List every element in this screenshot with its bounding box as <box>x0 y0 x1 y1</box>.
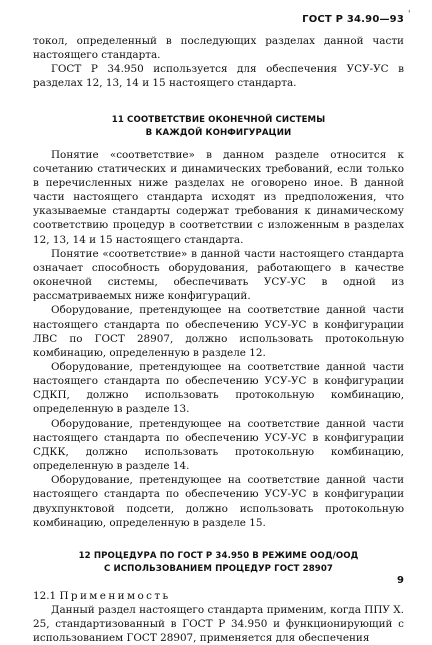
paragraph: Оборудование, претендующее на соответствие данной части настоящего стандарта по обеспечению УСУ-УС в конфигурации ЛВС по ГОСТ 28907, должно использовать протокольную комбинацию, определенную в разделе 12. <box>33 304 404 359</box>
paragraph: Понятие «соответствие» в данном разделе относится к сочетанию статических и динамических требований, если только в перечисленных ниже разделах не оговорено иное. В данной части настоящего стандарта исходят из предположения, что указываемые стандарты содержат требования к динамическому соответствию процедур в соответствии с изложенным в разделах 12, 13, 14 и 15 настоящего стандарта. <box>33 148 404 246</box>
paragraph: Оборудование, претендующее на соответствие данной части настоящего стандарта по обеспечению УСУ-УС в конфигурации СДКП, должно использовать протокольную комбинацию, определенную в разделе 13. <box>33 360 404 416</box>
subsection-heading <box>33 589 404 603</box>
subsection-title: Применимость <box>59 589 171 602</box>
heading-line: 12 ПРОЦЕДУРА ПО ГОСТ Р 34.950 В РЕЖИМЕ ООД/ООД <box>78 550 359 561</box>
heading-line: В КАЖДОЙ КОНФИГУРАЦИИ <box>145 127 292 138</box>
section-heading-11 <box>33 114 404 140</box>
paragraph: Оборудование, претендующее на соответствие данной части настоящего стандарта по обеспечению УСУ-УС в конфигурации двухпунктовой подсети, должно использовать протокольную комбинацию, определенную в разделе 15. <box>33 474 404 529</box>
heading-line: 11 СООТВЕТСТВИЕ ОКОНЕЧНОЙ СИСТЕМЫ <box>111 114 326 125</box>
paragraph: Оборудование, претендующее на соответствие данной части настоящего стандарта по обеспечению УСУ-УС в конфигурации СДКК, должно использовать протокольную комбинацию, определенную в разделе 14. <box>33 417 404 473</box>
scan-mark: ' <box>408 10 411 20</box>
paragraph: ГОСТ Р 34.950 используется для обеспечения УСУ-УС в разделах 12, 13, 14 и 15 настоящего стандарта. <box>33 63 404 90</box>
document-header: ГОСТ Р 34.90—93 <box>302 14 404 25</box>
heading-line: С ИСПОЛЬЗОВАНИЕМ ПРОЦЕДУР ГОСТ 28907 <box>103 563 334 574</box>
page-number: 9 <box>397 575 404 586</box>
paragraph: Понятие «соответствие» в данной части настоящего стандарта означает способность оборудования, работающего в качестве оконечной системы, обеспечивать УСУ-УС в одной из рассматриваемых ниже конфигураций. <box>33 247 404 303</box>
paragraph: токол, определенный в последующих разделах данной части настоящего стандарта. <box>33 35 404 62</box>
subsection-number: 12.1 <box>33 589 57 602</box>
section-heading-12 <box>33 550 404 576</box>
paragraph: Данный раздел настоящего стандарта применим, когда ППУ Х. 25, стандартизованный в ГОСТ Р 34.950 и функционирующий с использованием ГОСТ 28907, применяется для обеспечения <box>33 604 404 645</box>
document-body <box>33 34 404 645</box>
